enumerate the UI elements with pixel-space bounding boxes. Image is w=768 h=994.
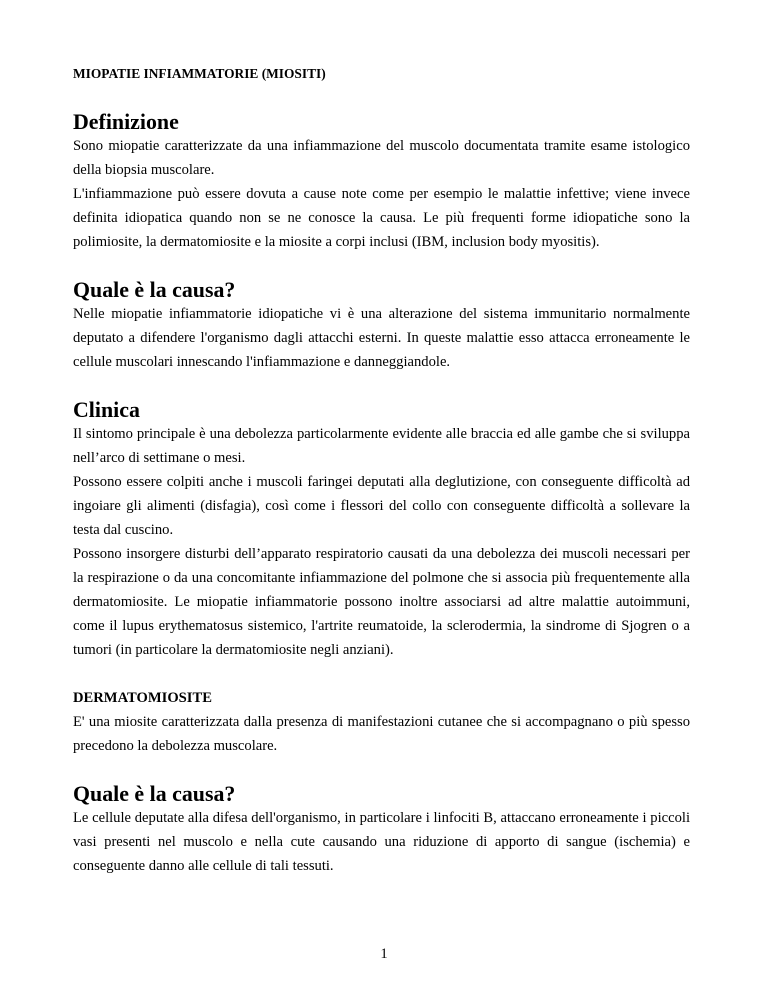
section-definizione — [73, 110, 690, 254]
section-heading: Definizione — [73, 109, 179, 134]
section-causa — [73, 278, 690, 374]
paragraph: Le cellule deputate alla difesa dell'organismo, in particolare i linfociti B, attaccano erroneamente i piccoli vasi presenti nel muscolo e nella cute causando una riduzione di apporto di sangue (ischemia) e conseguente danno alle cellule di tali tessuti. — [73, 810, 690, 874]
paragraph: Possono insorgere disturbi dell’apparato respiratorio causati da una debolezza dei muscoli necessari per la respirazione o da una concomitante infiammazione del polmone che si associa più frequentemente alla dermatomiosite. Le miopatie infiammatorie possono inoltre associarsi ad altre malattie autoimmuni, come il lupus erythematosus sistemico, l'artrite reumatoide, la sclerodermia, la sindrome di Sjogren o a tumori (in particolare la dermatomiosite negli anziani). — [73, 546, 690, 658]
page-number: 1 — [380, 946, 388, 962]
paragraph: Il sintomo principale è una debolezza particolarmente evidente alle braccia ed alle gambe che si sviluppa nell’arco di settimane o mesi. — [73, 426, 690, 466]
paragraph: L'infiammazione può essere dovuta a cause note come per esempio le malattie infettive; viene invece definita idiopatica quando non se ne conosce la causa. Le più frequenti forme idiopatiche sono la polimiosite, la dermatomiosite e la miosite a corpi inclusi (IBM, inclusion body myositis). — [73, 186, 690, 250]
document-title: MIOPATIE INFIAMMATORIE (MIOSITI) — [73, 66, 326, 81]
paragraph: E' una miosite caratterizzata dalla presenza di manifestazioni cutanee che si accompagnano o più spesso precedono la debolezza muscolare. — [73, 714, 690, 754]
section-heading: DERMATOMIOSITE — [73, 690, 212, 706]
paragraph: Sono miopatie caratterizzate da una infiammazione del muscolo documentata tramite esame istologico della biopsia muscolare. — [73, 138, 690, 178]
section-heading: Quale è la causa? — [73, 781, 236, 806]
section-clinica — [73, 398, 690, 662]
section-heading: Clinica — [73, 397, 140, 422]
paragraph: Nelle miopatie infiammatorie idiopatiche vi è una alterazione del sistema immunitario normalmente deputato a difendere l'organismo dagli attacchi esterni. In queste malattie esso attacca erroneamente le cellule muscolari innescando l'infiammazione e danneggiandole. — [73, 306, 690, 370]
document-body — [73, 62, 690, 878]
paragraph: Possono essere colpiti anche i muscoli faringei deputati alla deglutizione, con conseguente difficoltà ad ingoiare gli alimenti (disfagia), così come i flessori del collo con conseguente difficoltà a sollevare la testa dal cuscino. — [73, 474, 690, 538]
section-heading: Quale è la causa? — [73, 277, 236, 302]
section-dermatomiosite — [73, 686, 690, 758]
section-causa-dermatomiosite — [73, 782, 690, 878]
